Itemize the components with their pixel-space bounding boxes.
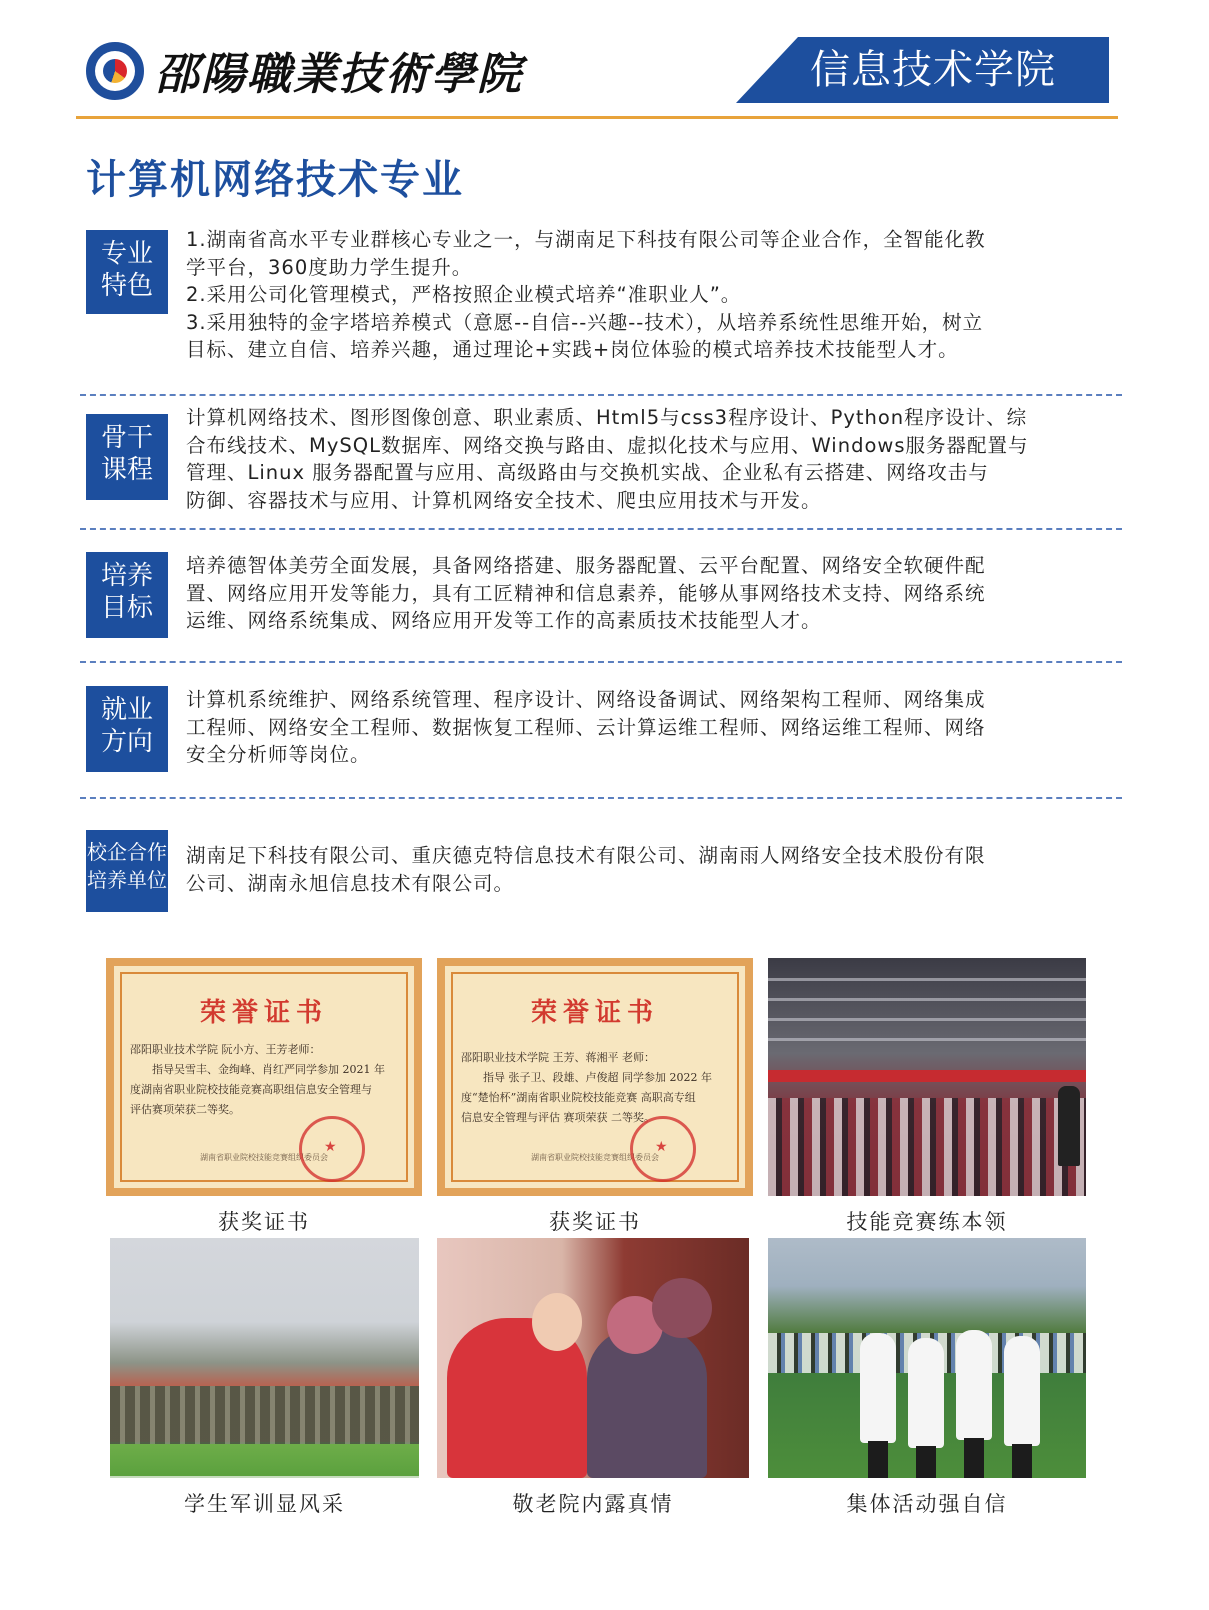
section-careers [86,686,1126,786]
photo-caption: 获奖证书 [218,1210,310,1234]
section-body-features: 1.湖南省高水平专业群核心专业之一，与湖南足下科技有限公司等企业合作，全智能化教 学平台，360度助力学生提升。 2.采用公司化管理模式，严格按照企业模式培养“准职业人”。 3.采用独特的金字塔培养模式（意愿--自信--兴趣--技术），从培养系统性思维开始，树立 目标、建立自信、培养兴趣，通过理论+实践+岗位体验的模式培养技术技能型人才。 [186,228,986,361]
section-tag-partners: 校企合作 培养单位 [86,830,168,912]
photo-caption: 学生军训显风采 [184,1492,345,1516]
military-training-photo [110,1238,419,1478]
section-goals [86,552,1126,652]
photo-caption: 集体活动强自信 [846,1492,1008,1516]
section-tag-features: 专业 特色 [86,230,168,314]
section-divider [80,528,1122,530]
section-features [86,226,1126,386]
section-partners [86,830,1126,920]
photo-caption: 技能竞赛练本领 [846,1210,1008,1234]
group-activity-photo [768,1238,1086,1478]
section-body-goals: 培养德智体美劳全面发展，具备网络搭建、服务器配置、云平台配置、网络安全软硬件配 置、网络应用开发等能力，具有工匠精神和信息素养，能够从事网络技术支持、网络系统 运维、网络系统集成、网络应用开发等工作的高素质技术技能型人才。 [186,554,986,632]
certificate-image: 荣誉证书 邵阳职业技术学院 阮小方、王芳老师： 指导吴雪丰、金绚峰、肖红严同学参加 2021 年 度湖南省职业院校技能竞赛高职组信息安全管理与 评估赛项荣获二等奖。 湖南省职业院校技能竞赛组织委员会 ★ [106,958,422,1196]
header-divider [76,116,1118,119]
section-tag-careers: 就业 方向 [86,686,168,772]
section-tag-courses: 骨干 课程 [86,414,168,500]
section-divider [80,797,1122,799]
section-body-courses: 计算机网络技术、图形图像创意、职业素质、Html5与css3程序设计、Python程序设计、综 合布线技术、MySQL数据库、网络交换与路由、虚拟化技术与应用、Windows服务器配置与 管理、Linux 服务器配置与应用、高级路由与交换机实战、企业私有云搭建、网络攻击与 防御、容器技术与应用、计算机网络安全技术、爬虫应用技术与开发。 [186,406,1029,512]
certificate-text: 邵阳职业技术学院 阮小方、王芳老师： 指导吴雪丰、金绚峰、肖红严同学参加 2021 年 度湖南省职业院校技能竞赛高职组信息安全管理与 评估赛项荣获二等奖。 [130,1043,385,1116]
school-logo-icon [86,42,144,100]
photo-caption: 获奖证书 [549,1210,641,1234]
nursing-home-photo [437,1238,749,1478]
competition-hall-photo [768,958,1086,1196]
section-body-careers: 计算机系统维护、网络系统管理、程序设计、网络设备调试、网络架构工程师、网络集成 工程师、网络安全工程师、数据恢复工程师、云计算运维工程师、网络运维工程师、网络 安全分析师等岗位。 [186,688,986,766]
certificate-image: 荣誉证书 邵阳职业技术学院 王芳、蒋湘平 老师： 指导 张子卫、段雄、卢俊超 同学参加 2022 年 度“楚怡杯”湖南省职业院校技能竞赛 高职高专组 信息安全管理与评估 赛项荣获 二等奖。 湖南省职业院校技能竞赛组织委员会 ★ [437,958,753,1196]
section-tag-goals: 培养 目标 [86,552,168,638]
section-divider [80,394,1122,396]
section-body-partners: 湖南足下科技有限公司、重庆德克特信息技术有限公司、湖南雨人网络安全技术股份有限 公司、湖南永旭信息技术有限公司。 [186,844,986,895]
department-name: 信息技术学院 [810,47,1056,93]
seal-icon: ★ [630,1116,696,1182]
certificate-text: 邵阳职业技术学院 王芳、蒋湘平 老师： 指导 张子卫、段雄、卢俊超 同学参加 2022 年 度“楚怡杯”湖南省职业院校技能竞赛 高职高专组 信息安全管理与评估 赛项荣获 二等奖。 [461,1051,712,1124]
seal-icon: ★ [299,1116,365,1182]
photo-caption: 敬老院内露真情 [512,1492,674,1516]
section-divider [80,661,1122,663]
school-name: 邵陽職業技術學院 [155,49,523,100]
section-courses [86,404,1126,524]
page-header [0,0,1209,120]
major-title: 计算机网络技术专业 [86,157,464,203]
